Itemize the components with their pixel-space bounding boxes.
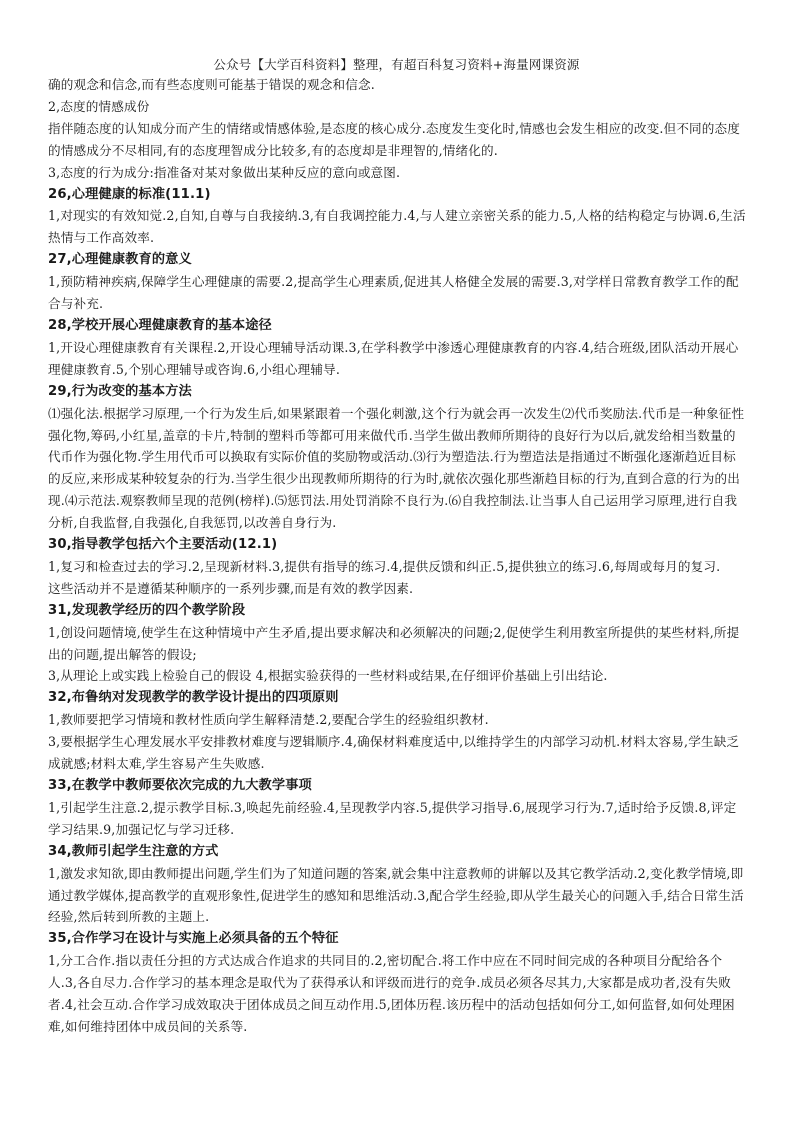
section-heading: 34,教师引起学生注意的方式: [48, 843, 219, 859]
section-heading: 28,学校开展心理健康教育的基本途径: [48, 317, 272, 333]
section-heading: 29,行为改变的基本方法: [48, 383, 192, 399]
paragraph: 1,引起学生注意.2,提示教学目标.3,唤起先前经验.4,呈现教学内容.5,提供学习指导.6,展现学习行为.7,适时给予反馈.8,评定学习结果.9,加强记忆与学习迁移.: [48, 799, 737, 837]
paragraph: 1,教师要把学习情境和教材性质向学生解释清楚.2,要配合学生的经验组织教材.: [48, 712, 489, 728]
section-heading: 26,心理健康的标准(11.1): [48, 186, 211, 202]
paragraph: 3,从理论上或实践上检验自己的假设 4,根据实验获得的一些材料或结果,在仔细评价基础上引出结论.: [48, 668, 608, 684]
paragraph: 1,激发求知欲,即由教师提出问题,学生们为了知道问题的答案,就会集中注意教师的讲解以及其它教学活动.2,变化教学情境,即通过教学媒体,提高教学的直观形象性,促进学生的感知和思维活动.3,配合学生经验,即从学生最关心的问题入手,结合日常生活经验,然后转到所教的主题上.: [48, 865, 744, 925]
section-heading: 32,布鲁纳对发现教学的教学设计提出的四项原则: [48, 690, 339, 706]
paragraph: 1,预防精神疾病,保障学生心理健康的需要.2,提高学生心理素质,促进其人格健全发展的需要.3,对学样日常教育教学工作的配合与补充.: [48, 274, 739, 312]
section-heading: 33,在教学中教师要依次完成的九大教学事项: [48, 778, 312, 793]
section-heading: 35,合作学习在设计与实施上必须具备的五个特征: [48, 931, 339, 947]
paragraph: 1,分工合作.指以责任分担的方式达成合作追求的共同目的.2,密切配合.将工作中应在不同时间完成的各种项目分配给各个人.3,各自尽力.合作学习的基本理念是取代为了获得承认和评级而进行的竞争.成员必须各尽其力,大家都是成功者,没有失败者.4,社会互动.合作学习成效取决于团体成员之间互动作用.5,团体历程.该历程中的活动包括如何分工,如何监督,如何处理困难,如何维持团体中成员间的关系等.: [48, 953, 735, 1034]
paragraph: 1,开设心理健康教育有关课程.2,开设心理辅导活动课.3,在学科教学中渗透心理健康教育的内容.4,结合班级,团队活动开展心理健康教育.5,个别心理辅导或咨询.6,小组心理辅导.: [48, 339, 739, 377]
paragraph: 确的观念和信念,而有些态度则可能基于错误的观念和信念.: [48, 77, 375, 92]
paragraph: 3,要根据学生心理发展水平安排教材难度与逻辑顺序.4,确保材料难度适中,以维持学生的内部学习动机.材料太容易,学生缺乏成就感;材料太难,学生容易产生失败感.: [48, 734, 740, 772]
paragraph: 1,创设问题情境,使学生在这种情境中产生矛盾,提出要求解决和必须解决的问题;2,促使学生利用教室所提供的某些材料,所提出的问题,提出解答的假设;: [48, 624, 740, 662]
paragraph: 指伴随态度的认知成分而产生的情绪或情感体验,是态度的核心成分.态度发生变化时,情感也会发生相应的改变.但不同的态度的情感成分不尽相同,有的态度理智成分比较多,有的态度却是非理智的,情绪化的.: [48, 120, 741, 158]
section-heading: 30,指导教学包括六个主要活动(12.1): [48, 537, 278, 553]
paragraph: 1,对现实的有效知觉.2,自知,自尊与自我接纳.3,有自我调控能力.4,与人建立亲密关系的能力.5,人格的结构稳定与协调.6,生活热情与工作高效率.: [48, 208, 746, 246]
paragraph: 3,态度的行为成分:指准备对某对象做出某种反应的意向或意图.: [48, 164, 401, 180]
section-heading: 31,发现教学经历的四个教学阶段: [48, 602, 246, 618]
paragraph: ⑴强化法.根据学习原理,一个行为发生后,如果紧跟着一个强化刺激,这个行为就会再一次发生⑵代币奖励法.代币是一种象征性强化物,筹码,小红星,盖章的卡片,特制的塑料币等都可用来做代币.当学生做出教师所期待的良好行为以后,就发给相当数量的代币作为强化物.学生用代币可以换取有实际价值的奖励物或活动.⑶行为塑造法.行为塑造法是指通过不断强化逐渐趋近目标的反应,来形成某种较复杂的行为.当学生很少出现教师所期待的行为时,就依次强化那些渐趋目标的行为,直到合意的行为的出现.⑷示范法.观察教师呈现的范例(榜样).⑸惩罚法.用处罚消除不良行为.⑹自我控制法.让当事人自己运用学习原理,进行自我分析,自我监督,自我强化,自我惩罚,以改善自身行为.: [48, 405, 745, 531]
paragraph: 1,复习和检查过去的学习.2,呈现新材料.3,提供有指导的练习.4,提供反馈和纠正.5,提供独立的练习.6,每周或每月的复习.: [48, 558, 721, 574]
section-heading: 27,心理健康教育的意义: [48, 252, 192, 268]
paragraph: 这些活动并不是遵循某种顺序的一系列步骤,而是有效的教学因素.: [48, 580, 414, 596]
paragraph: 2,态度的情感成份: [48, 98, 150, 114]
document-body: [48, 74, 748, 1038]
page-header: 公众号【大学百科资料】整理，有超百科复习资料+海量网课资源: [213, 57, 580, 72]
